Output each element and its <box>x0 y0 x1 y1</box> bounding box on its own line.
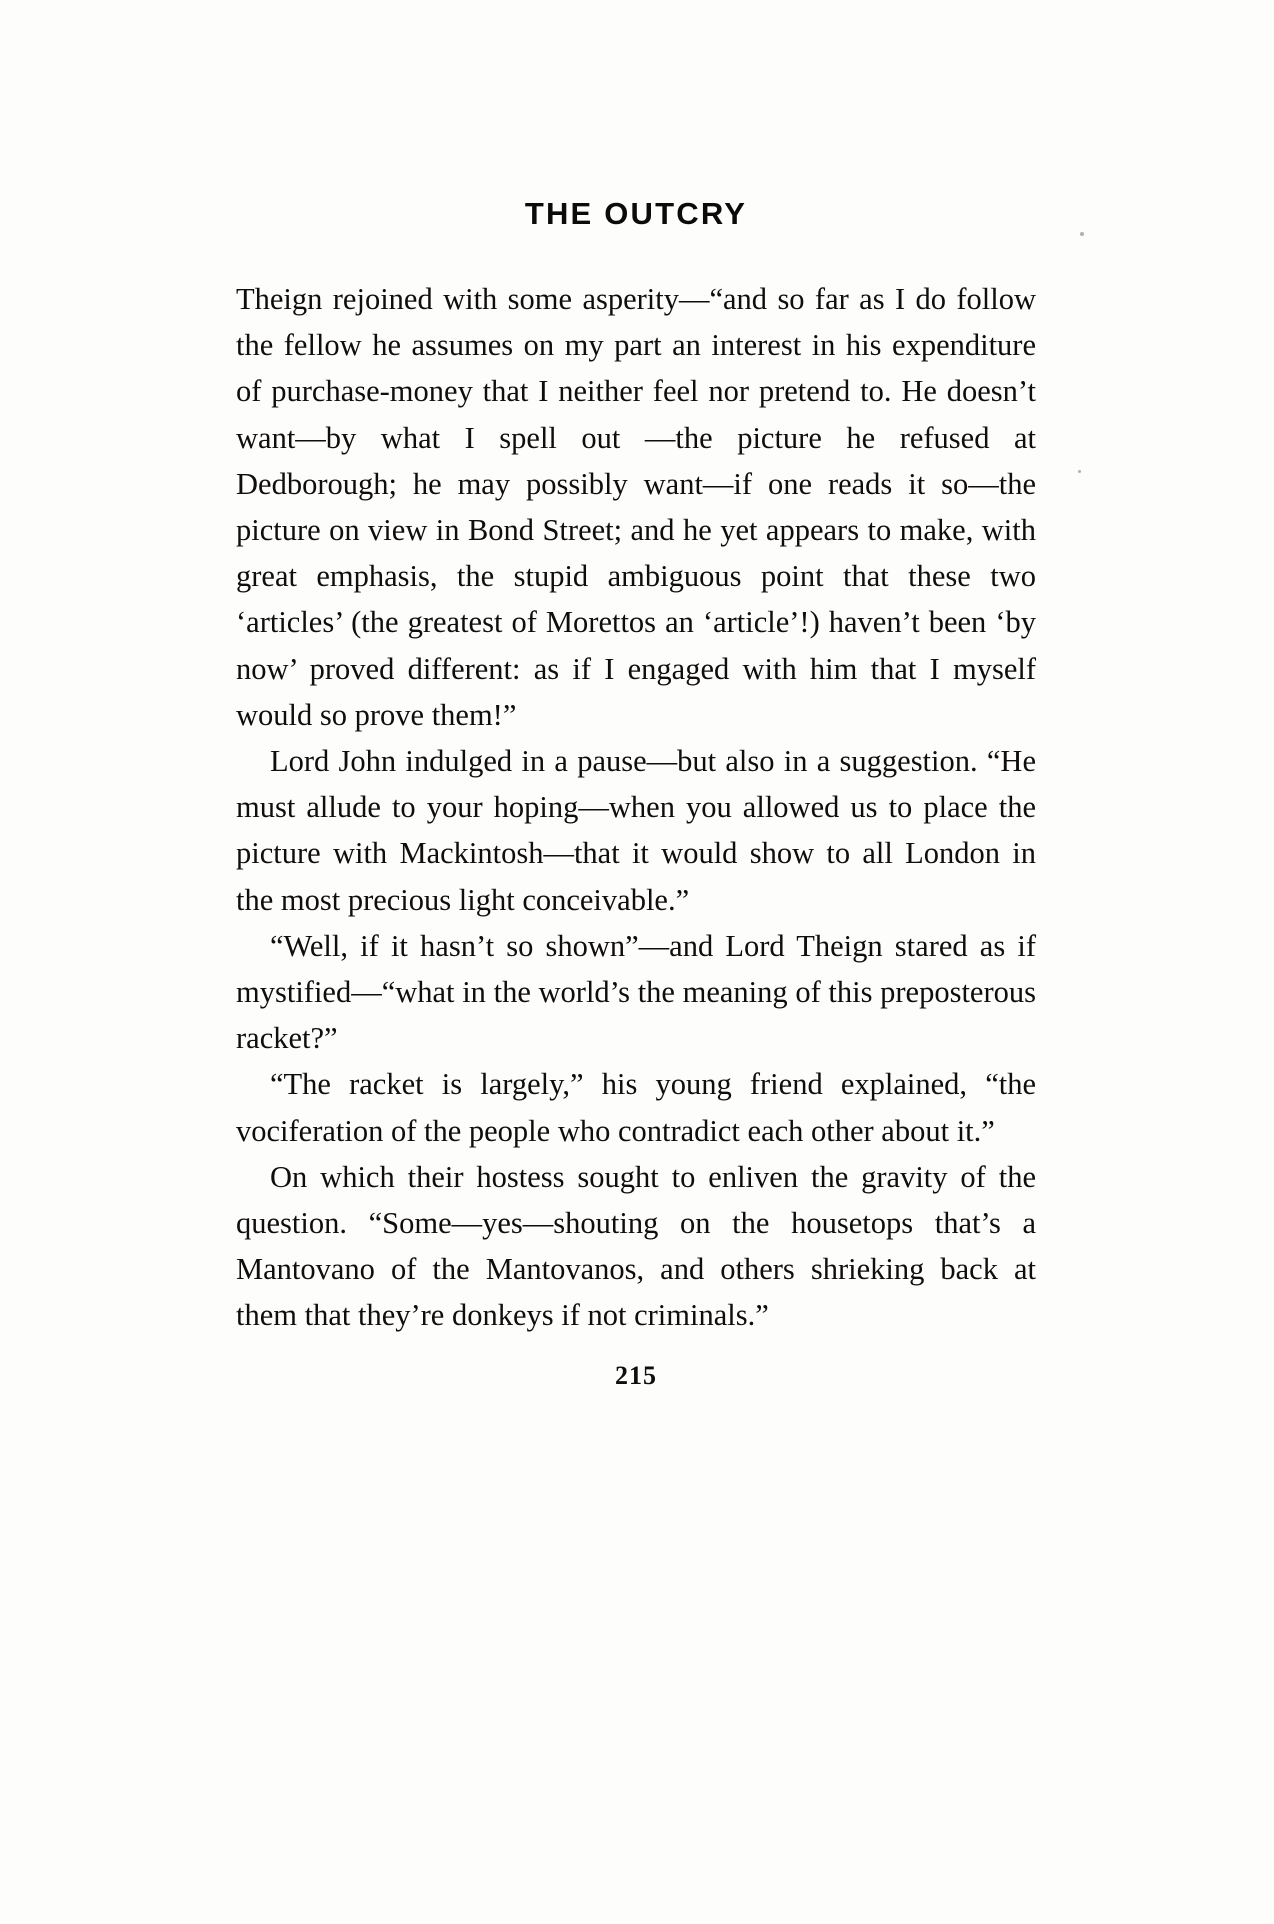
paragraph: “The racket is largely,” his young friend explained, “the vociferation of the people who contradict each other about it.” <box>236 1067 1036 1148</box>
paragraph: Theign rejoined with some asperity—“and so far as I do follow the fellow he assumes on my part an interest in his expenditure of purchase-money that I neither feel nor pretend to. He doesn’t want—by what I spell out —the picture he refused at Dedborough; he may possibly want—if one reads it so—the picture on view in Bond Street; and he yet appears to make, with great emphasis, the stupid ambiguous point that these two ‘articles’ (the greatest of Morettos an ‘article’!) haven’t been ‘by now’ proved different: as if I engaged with him that I myself would so prove them!” <box>236 282 1036 732</box>
page-speck <box>1078 470 1081 473</box>
page-title: THE OUTCRY <box>524 196 748 231</box>
paragraph: On which their hostess sought to enliven the gravity of the question. “Some—yes—shouting on the housetops that’s a Mantovano of the Mantovanos, and others shrieking back at them that they’re donkeys if not criminals.” <box>236 1159 1036 1333</box>
page-speck <box>1080 232 1084 236</box>
body-text <box>236 276 1036 1339</box>
page-content <box>236 196 1036 1391</box>
paragraph: “Well, if it hasn’t so shown”—and Lord Theign stared as if mystified—“what in the world’s the meaning of this preposterous racket?” <box>236 928 1036 1056</box>
paragraph: Lord John indulged in a pause—but also in a suggestion. “He must allude to your hoping—when you allowed us to place the picture with Mackintosh—that it would show to all London in the most precious light conceivable.” <box>236 744 1036 917</box>
page-number: 215 <box>615 1360 657 1390</box>
